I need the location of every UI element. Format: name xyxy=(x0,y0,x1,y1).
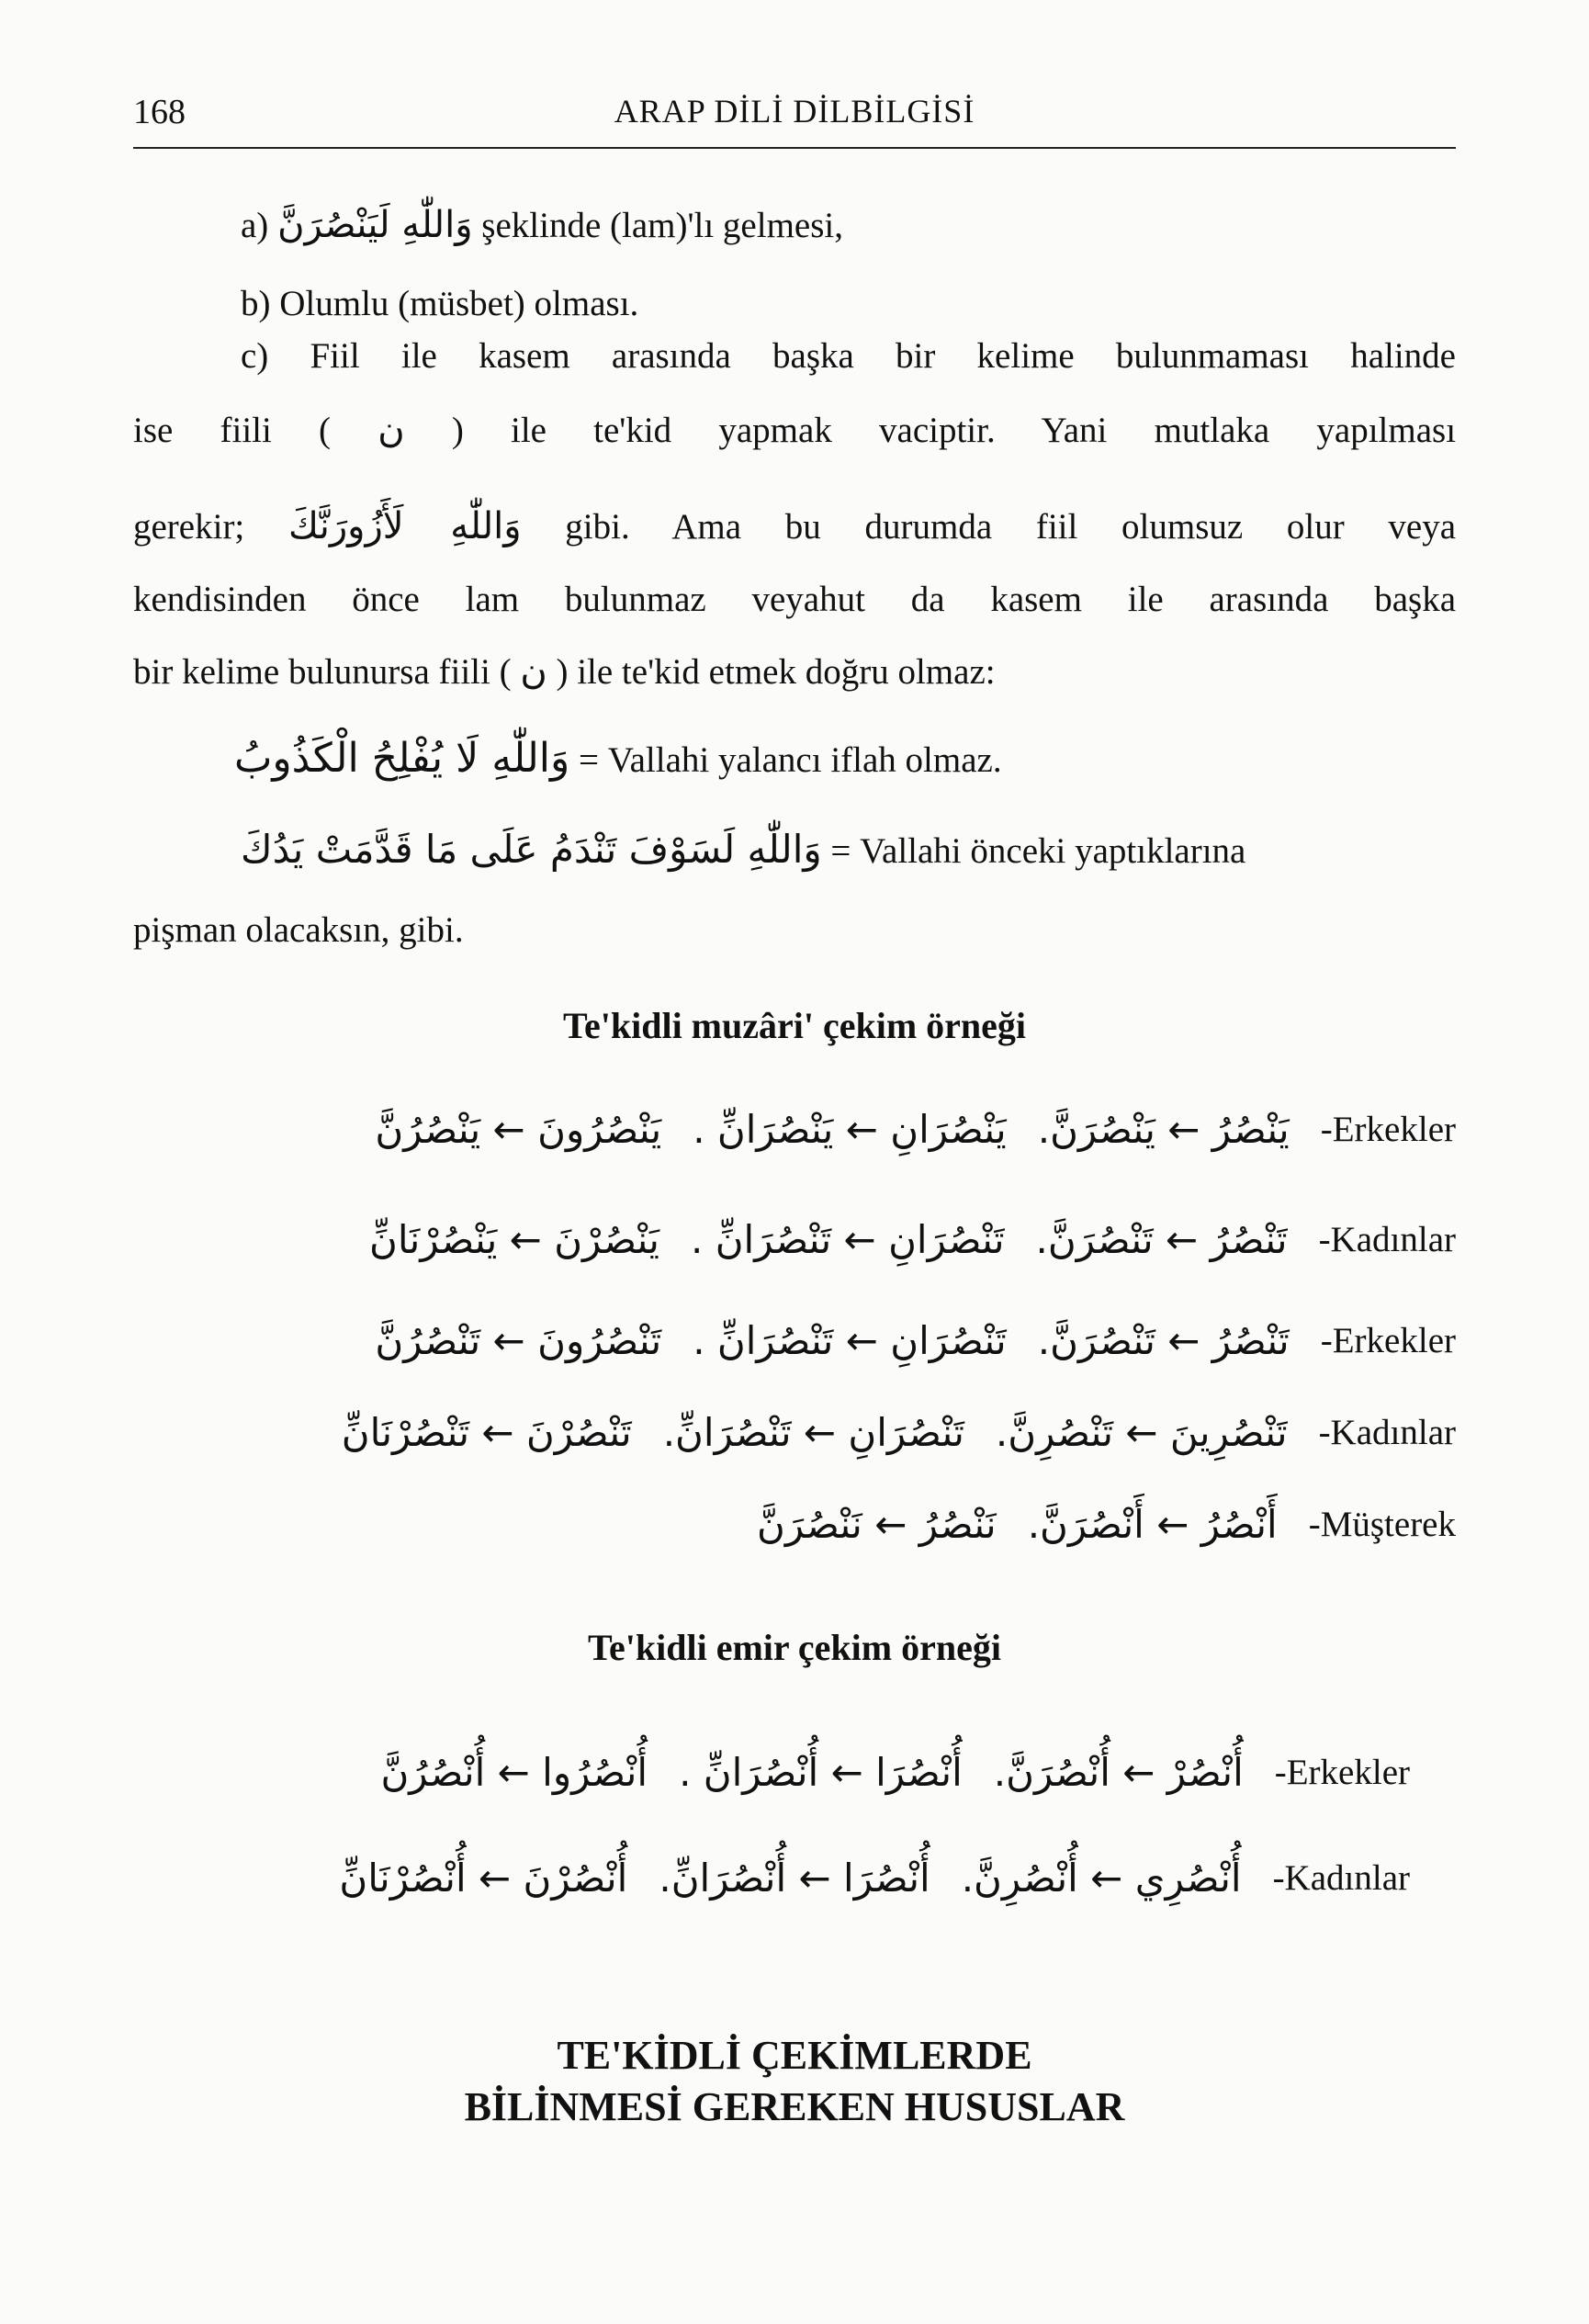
muzari-form: تَنْصُرُونَ ← تَنْصُرُنَّ xyxy=(375,1318,662,1363)
muzari-form: تَنْصُرُ ← تَنْصُرَنَّ. xyxy=(1035,1217,1288,1262)
muzari-form: تَنْصُرَانِ ← تَنْصُرَانِّ . xyxy=(691,1217,1005,1262)
muzari-row-label: -Erkekler xyxy=(1320,1321,1456,1360)
muzari-row-label: -Kadınlar xyxy=(1318,1220,1456,1259)
muzari-form: تَنْصُرْنَ ← تَنْصُرْنَانِّ xyxy=(341,1410,632,1455)
emir-form: أُنْصُرُوا ← أُنْصُرُنَّ xyxy=(380,1750,648,1795)
condition-c5-text-b: ) ile te'kid etmek doğru olmaz: xyxy=(556,652,996,692)
muzari-heading: Te'kidli muzâri' çekim örneği xyxy=(562,1005,1027,1046)
condition-a xyxy=(241,204,843,246)
running-title: ARAP DİLİ DİLBİLGİSİ xyxy=(614,93,975,130)
gerekir-arabic-example: وَاللّٰهِ لَأَزُورَنَّكَ xyxy=(287,505,522,547)
muzari-form: نَنْصُرُ ← نَنْصُرَنَّ xyxy=(757,1502,997,1547)
muzari-form: يَنْصُرُ ← يَنْصُرَنَّ. xyxy=(1037,1107,1290,1152)
page-header xyxy=(133,92,1456,149)
emir-form: أُنْصُرَا ← أُنْصُرَانِّ . xyxy=(679,1750,963,1795)
emir-row-label: -Kadınlar xyxy=(1272,1858,1410,1898)
emir-form: أُنْصُرْ ← أُنْصُرَنَّ. xyxy=(993,1750,1244,1795)
condition-c-text-b: ) ile te'kid yapmak vaciptir. Yani mutlaka yapılması xyxy=(451,411,1457,450)
gerekir-text: gibi. Ama bu durumda fiil olumsuz olur veya xyxy=(565,507,1457,547)
section-heading-line-2: BİLİNMESİ GEREKEN HUSUSLAR xyxy=(464,2084,1125,2129)
example-2-continuation: pişman olacaksın, gibi. xyxy=(133,910,464,950)
section-heading xyxy=(133,2030,1456,2133)
condition-a-text: şeklinde (lam)'lı gelmesi, xyxy=(481,206,843,245)
emir-form: أُنْصُرْنَ ← أُنْصُرْنَانِّ xyxy=(339,1856,628,1901)
example-2-arabic: وَاللّٰهِ لَسَوْفَ تَنْدَمُ عَلَى مَا قَدَّمَتْ يَدُكَ xyxy=(241,827,822,872)
condition-a-arabic: وَاللّٰهِ لَيَنْصُرَنَّ xyxy=(277,204,473,246)
condition-c5-text-a: bir kelime bulunursa fiili ( xyxy=(133,652,512,692)
muzari-form: يَنْصُرَانِ ← يَنْصُرَانِّ . xyxy=(693,1107,1007,1152)
muzari-form: تَنْصُرُ ← تَنْصُرَنَّ. xyxy=(1037,1318,1290,1363)
muzari-row xyxy=(342,1410,1456,1455)
example-2-translation: = Vallahi önceki yaptıklarına xyxy=(830,831,1246,871)
condition-c-line-2 xyxy=(133,404,1456,457)
page-number: 168 xyxy=(133,93,186,131)
muzari-row xyxy=(375,1318,1456,1363)
muzari-row xyxy=(375,1107,1456,1152)
emir-heading: Te'kidli emir çekim örneği xyxy=(588,1627,1001,1668)
example-2 xyxy=(241,827,1245,872)
example-1-arabic: وَاللّٰهِ لَا يُفْلِحُ الْكَذُوبُ xyxy=(234,735,570,782)
muzari-form: تَنْصُرِينَ ← تَنْصُرِنَّ. xyxy=(995,1410,1288,1455)
emir-form: أُنْصُرَا ← أُنْصُرَانِّ. xyxy=(659,1856,930,1901)
section-heading-line-1: TE'KİDLİ ÇEKİMLERDE xyxy=(557,2033,1032,2078)
emir-row xyxy=(380,1750,1410,1795)
nun-letter: ن xyxy=(378,409,405,451)
emir-row xyxy=(339,1856,1410,1901)
condition-c-line-1: c) Fiil ile kasem arasında başka bir kelime bulunmaması halinde xyxy=(241,336,1456,376)
emir-row-label: -Erkekler xyxy=(1274,1753,1410,1792)
condition-a-prefix: a) xyxy=(241,206,269,245)
condition-c-line-5 xyxy=(133,646,1456,698)
muzari-form: تَنْصُرَانِ ← تَنْصُرَانِّ . xyxy=(693,1318,1007,1363)
muzari-row-label: -Erkekler xyxy=(1320,1110,1456,1149)
muzari-row-label: -Müşterek xyxy=(1308,1505,1456,1544)
nun-letter: ن xyxy=(520,650,547,693)
gerekir-label: gerekir; xyxy=(133,507,245,547)
example-1 xyxy=(234,735,1002,782)
example-1-translation: = Vallahi yalancı iflah olmaz. xyxy=(579,740,1002,780)
condition-c-line-4: kendisinden önce lam bulunmaz veyahut da kasem ile arasında başka xyxy=(133,580,1456,619)
muzari-form: يَنْصُرُونَ ← يَنْصُرُنَّ xyxy=(375,1107,662,1152)
muzari-row-label: -Kadınlar xyxy=(1318,1413,1456,1452)
condition-c-line-3 xyxy=(133,501,1456,553)
muzari-form: يَنْصُرْنَ ← يَنْصُرْنَانِّ xyxy=(369,1217,659,1262)
condition-c-text-a: ise fiili ( xyxy=(133,411,332,450)
condition-b: b) Olumlu (müsbet) olması. xyxy=(241,284,639,323)
muzari-row xyxy=(757,1502,1456,1547)
emir-form: أُنْصُرِي ← أُنْصُرِنَّ. xyxy=(961,1856,1242,1901)
muzari-form: تَنْصُرَانِ ← تَنْصُرَانِّ. xyxy=(662,1410,964,1455)
muzari-form: أَنْصُرُ ← أَنْصُرَنَّ. xyxy=(1027,1502,1278,1547)
muzari-row xyxy=(369,1217,1456,1262)
